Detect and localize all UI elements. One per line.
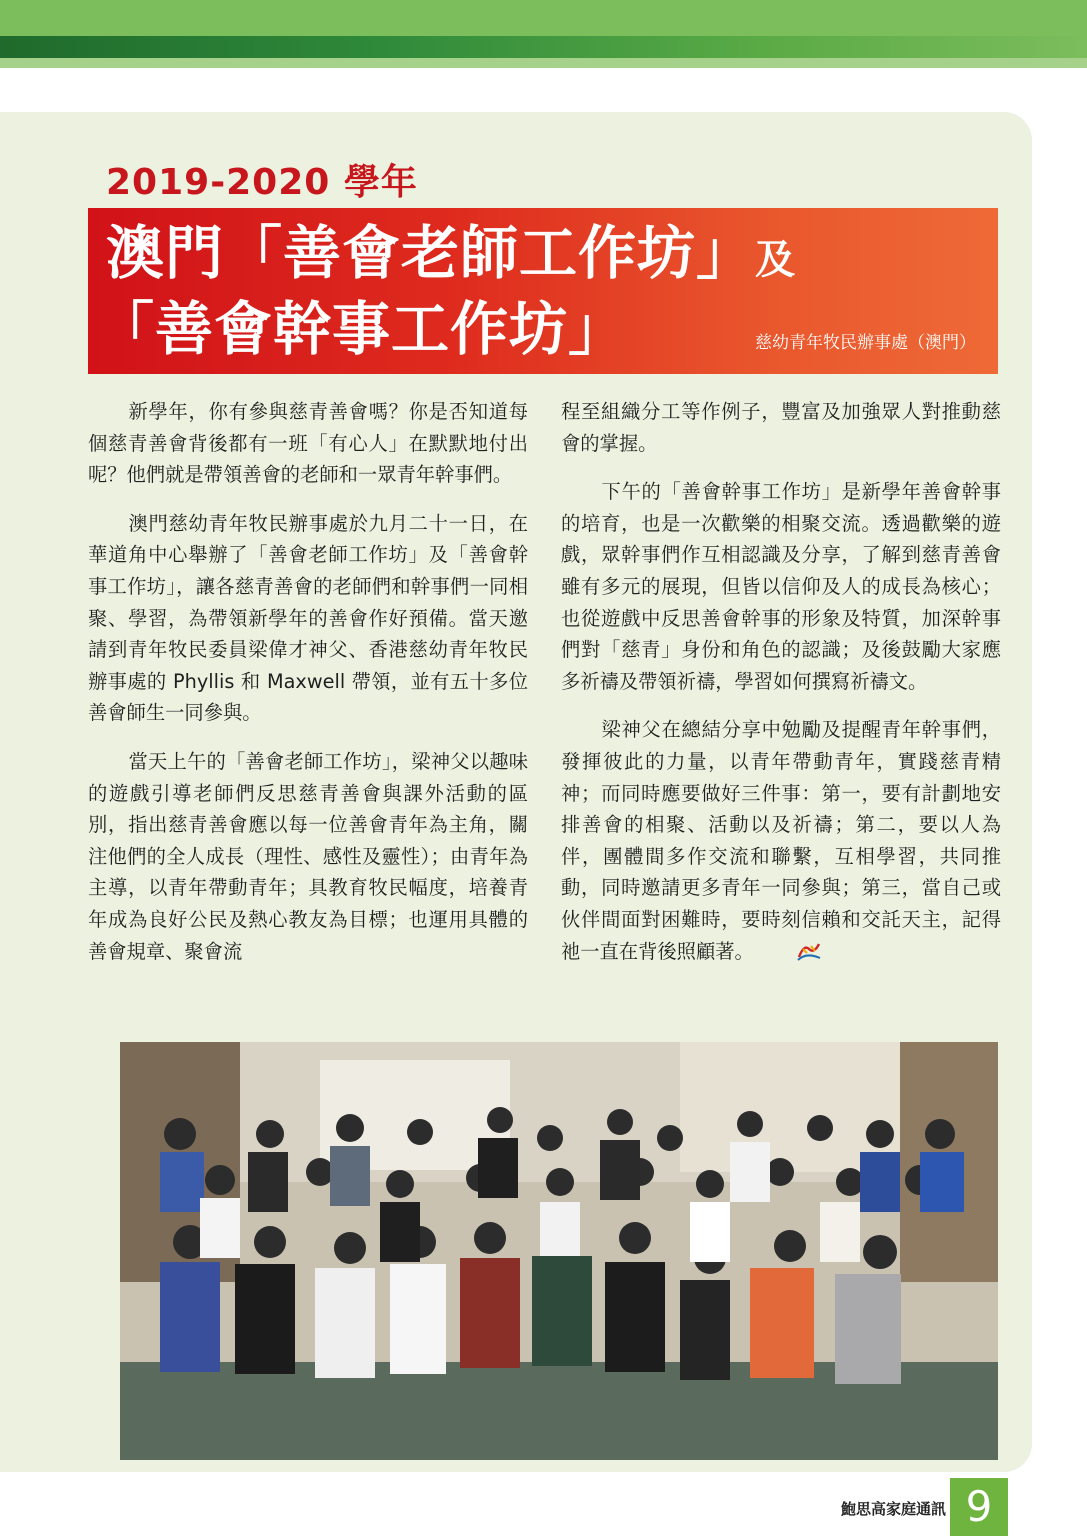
header-stripe-thin [0, 58, 1087, 68]
title-conjunction: 及 [755, 237, 797, 283]
paragraph: 下午的「善會幹事工作坊」是新學年善會幹事的培育，也是一次歡樂的相聚交流。透過歡樂的遊戲，眾幹事們作互相認識及分享，了解到慈青善會雖有多元的展現，但皆以信仰及人的成長為核心；也從遊戲中反思善會幹事的形象及特質，加深幹事們對「慈青」身份和角色的認識；及後鼓勵大家應多祈禱及帶領祈禱，學習如何撰寫祈禱文。 [561, 480, 1001, 693]
publication-name: 鮑思高家庭通訊 [841, 1500, 947, 1518]
title-line-1 [106, 220, 796, 293]
header-stripe-light [0, 0, 1087, 36]
group-photo [120, 1042, 998, 1460]
paragraph: 程至組織分工等作例子，豐富及加強眾人對推動慈會的掌握。 [561, 400, 1001, 455]
paragraph [561, 714, 1001, 967]
article-column-right [561, 396, 1001, 984]
article-column-left [88, 396, 528, 984]
header-stripe-dark [0, 36, 1087, 58]
group-photo-image [120, 1042, 998, 1460]
byline: 慈幼青年牧民辦事處（澳門） [755, 333, 976, 353]
paragraph: 當天上午的「善會老師工作坊」，梁神父以趣味的遊戲引導老師們反思慈青善會與課外活動的區別，指出慈青善會應以每一位善會青年為主角，關注他們的全人成長（理性、感性及靈性）；由青年為主導，以青年帶動青年；具教育牧民幅度，培養青年成為良好公民及熱心教友為目標；也運用具體的善會規章、聚會流 [88, 749, 528, 963]
paragraph: 澳門慈幼青年牧民辦事處於九月二十一日，在華道角中心舉辦了「善會老師工作坊」及「善會幹事工作坊」，讓各慈青善會的老師們和幹事們一同相聚、學習，為帶領新學年的善會作好預備。當天邀請到青年牧民委員梁偉才神父、香港慈幼青年牧民辦事處的 Phyllis 和 Maxwell 帶領，並有五十多位善會師生一同參與。 [88, 511, 528, 725]
paragraph: 新學年，你有參與慈青善會嗎？你是否知道每個慈青善會背後都有一班「有心人」在默默地付出呢？他們就是帶領善會的老師和一眾青年幹事們。 [88, 400, 528, 487]
title-banner [88, 208, 998, 374]
page-number: 9 [950, 1478, 1008, 1536]
title-line-1-main: 澳門「善會老師工作坊」 [106, 219, 756, 287]
year-title: 2019-2020 學年 [106, 162, 418, 203]
paragraph-text: 梁神父在總結分享中勉勵及提醒青年幹事們，發揮彼此的力量，以青年帶動青年，實踐慈青精神；而同時應要做好三件事：第一，要有計劃地安排善會的相聚、活動以及祈禱；第二，要以人為伴，團體間多作交流和聯繫，互相學習，共同推動，同時邀請更多青年一同參與；第三，當自己或伙伴間面對困難時，要時刻信賴和交託天主，記得祂一直在背後照顧著。 [561, 718, 1001, 963]
salesian-logo-icon [756, 940, 782, 962]
title-line-2: 「善會幹事工作坊」 [96, 295, 628, 363]
